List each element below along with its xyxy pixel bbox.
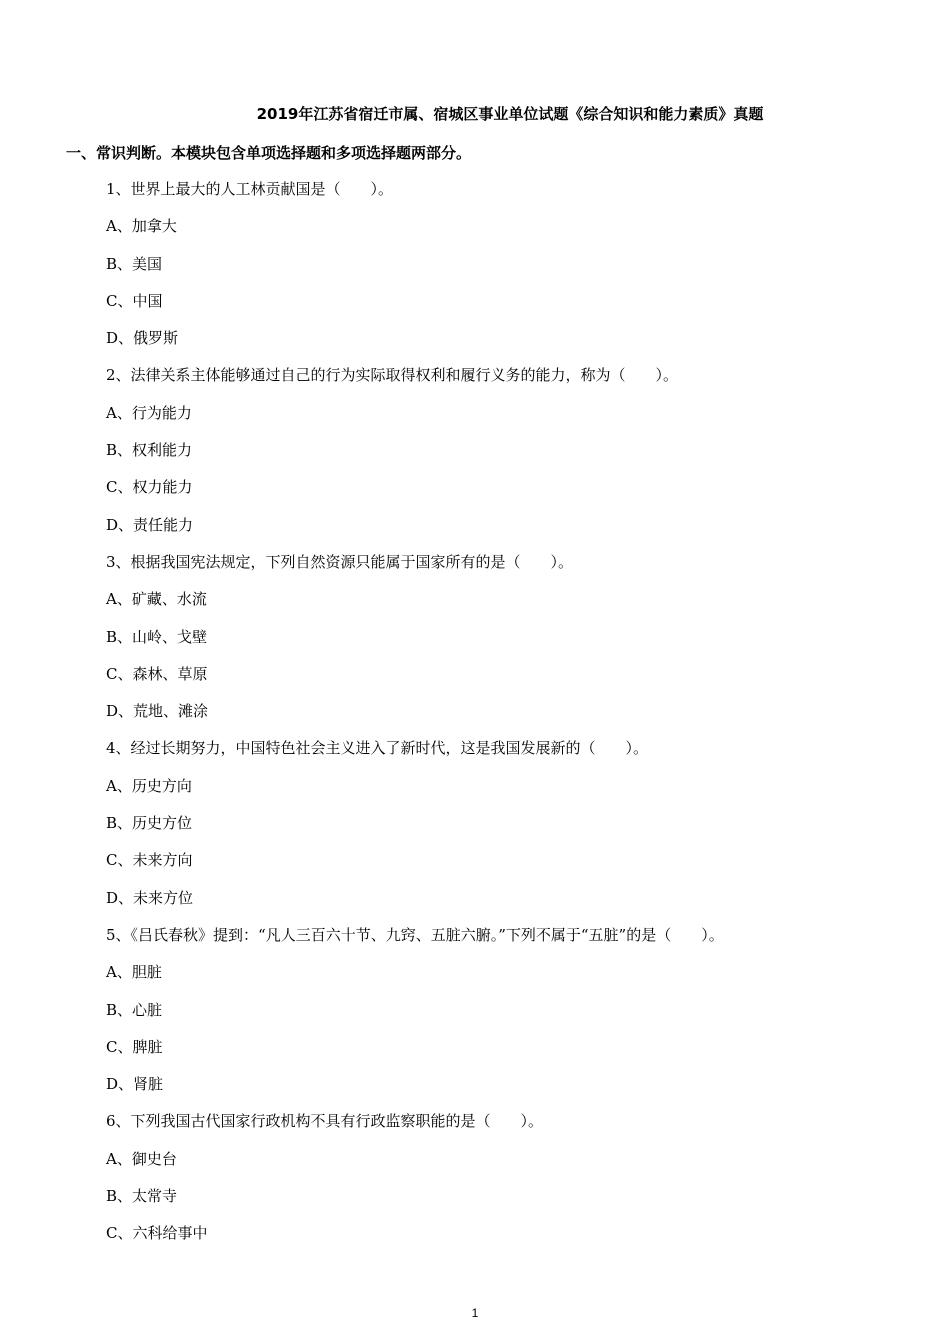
page-number: 1: [471, 1306, 479, 1320]
question-5: 5、《吕氏春秋》提到：“凡人三百六十节、九窍、五脏六腑。”下列不属于“五脏”的是（ ）。: [106, 925, 724, 944]
option-3b: B、山岭、戈壁: [106, 627, 208, 646]
option-4c: C、未来方向: [106, 851, 193, 870]
question-list: [0, 178, 950, 1260]
option-5b: B、心脏: [106, 1000, 163, 1019]
option-3a: A、矿藏、水流: [106, 590, 207, 609]
option-2a: A、行为能力: [106, 403, 192, 422]
question-6: 6、下列我国古代国家行政机构不具有行政监察职能的是（ ）。: [106, 1112, 544, 1131]
option-6a: A、御史台: [106, 1149, 177, 1168]
option-4d: D、未来方位: [106, 888, 194, 907]
document-title: 2019年江苏省宿迁市属、宿城区事业单位试题《综合知识和能力素质》真题: [256, 105, 764, 123]
question-4: 4、经过长期努力，中国特色社会主义进入了新时代，这是我国发展新的（ ）。: [106, 739, 649, 758]
option-4b: B、历史方位: [106, 814, 193, 833]
option-6c: C、六科给事中: [106, 1224, 208, 1243]
option-1d: D、俄罗斯: [106, 329, 179, 348]
option-5d: D、肾脏: [106, 1075, 164, 1094]
question-3: 3、根据我国宪法规定，下列自然资源只能属于国家所有的是（ ）。: [106, 552, 574, 571]
option-6b: B、太常寺: [106, 1187, 178, 1206]
option-2c: C、权力能力: [106, 478, 193, 497]
option-2b: B、权利能力: [106, 441, 193, 460]
question-2: 2、法律关系主体能够通过自己的行为实际取得权利和履行义务的能力，称为（ ）。: [106, 366, 679, 385]
option-5a: A、胆脏: [106, 963, 162, 982]
option-1a: A、加拿大: [106, 217, 177, 236]
section-heading: 一、常识判断。本模块包含单项选择题和多项选择题两部分。: [66, 144, 472, 162]
option-1b: B、美国: [106, 254, 163, 273]
option-3c: C、森林、草原: [106, 664, 208, 683]
question-1: 1、世界上最大的人工林贡献国是（ ）。: [106, 180, 394, 198]
option-1c: C、中国: [106, 291, 163, 310]
option-5c: C、脾脏: [106, 1037, 163, 1056]
option-3d: D、荒地、滩涂: [106, 702, 209, 721]
option-2d: D、责任能力: [106, 515, 194, 534]
option-4a: A、历史方向: [106, 776, 192, 795]
